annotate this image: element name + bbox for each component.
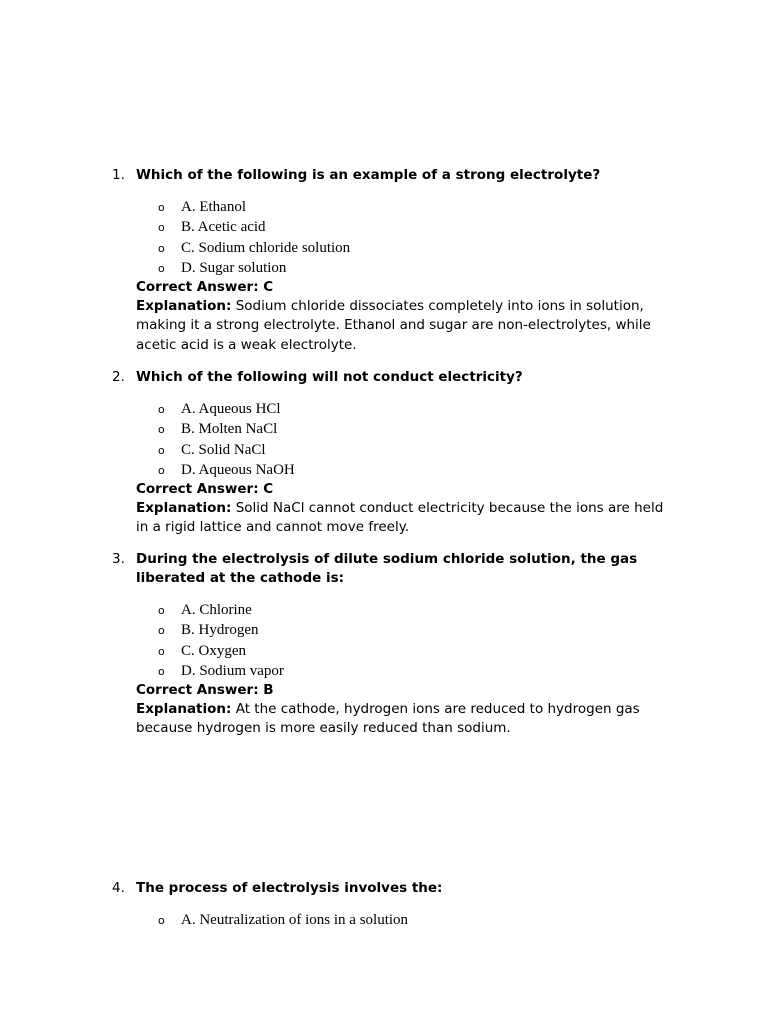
- question-2: [0, 368, 768, 538]
- question-number: 1.: [112, 167, 125, 183]
- option-item: [0, 419, 768, 439]
- explanation: [0, 297, 676, 355]
- option-text: B. Hydrogen: [181, 622, 259, 639]
- option-item: [0, 641, 768, 661]
- bullet-icon: o: [158, 221, 165, 235]
- option-text: C. Solid NaCl: [181, 441, 266, 458]
- bullet-icon: o: [158, 644, 165, 658]
- option-item: [0, 197, 768, 217]
- bullet-icon: o: [158, 423, 165, 437]
- question-number: 4.: [112, 880, 125, 896]
- option-item: [0, 217, 768, 237]
- option-item: [0, 258, 768, 278]
- option-list: [0, 600, 768, 681]
- question-1: [0, 166, 768, 355]
- bullet-icon: o: [158, 403, 165, 416]
- explanation-text: Solid NaCl cannot conduct electricity because the ions are held in a rigid lattice and cannot move freely.: [136, 500, 664, 536]
- question-4: [0, 879, 768, 930]
- option-list: [0, 197, 768, 278]
- option-item: [0, 910, 768, 930]
- question-stem: [0, 368, 676, 387]
- question-stem: [0, 550, 676, 588]
- explanation-label: Explanation:: [136, 298, 232, 315]
- explanation-label: Explanation:: [136, 701, 232, 718]
- bullet-icon: o: [158, 624, 165, 638]
- option-item: [0, 460, 768, 480]
- bullet-icon: o: [158, 443, 165, 457]
- question-text: Which of the following is an example of a strong electrolyte?: [136, 167, 601, 183]
- question-number: 3.: [112, 551, 125, 567]
- bullet-icon: o: [158, 664, 165, 678]
- explanation-text: At the cathode, hydrogen ions are reduced to hydrogen gas because hydrogen is more easily reduced than sodium.: [136, 701, 640, 737]
- option-text: C. Oxygen: [181, 642, 246, 659]
- correct-answer: Correct Answer: C: [136, 279, 274, 296]
- option-item: [0, 620, 768, 640]
- question-3: [0, 550, 768, 739]
- correct-answer: Correct Answer: C: [136, 481, 274, 498]
- question-stem: [0, 166, 676, 185]
- option-text: D. Sugar solution: [181, 259, 287, 276]
- option-list: [0, 399, 768, 480]
- bullet-icon: o: [158, 604, 165, 617]
- option-text: C. Sodium chloride solution: [181, 239, 351, 256]
- question-stem: [0, 879, 676, 898]
- option-text: A. Neutralization of ions in a solution: [181, 912, 409, 928]
- option-item: [0, 440, 768, 460]
- option-item: [0, 238, 768, 258]
- option-text: B. Molten NaCl: [181, 421, 278, 438]
- explanation: [0, 700, 676, 739]
- option-item: [0, 399, 768, 419]
- bullet-icon: o: [158, 463, 165, 477]
- option-text: A. Aqueous HCl: [181, 401, 281, 417]
- option-text: D. Sodium vapor: [181, 662, 284, 679]
- explanation-text: Sodium chloride dissociates completely into ions in solution, making it a strong electrolyte. Ethanol and sugar are non-electrolytes, while acetic acid is a weak electrolyte.: [136, 298, 651, 353]
- option-list: [0, 910, 768, 930]
- question-text: Which of the following will not conduct electricity?: [136, 369, 523, 385]
- explanation-label: Explanation:: [136, 500, 232, 517]
- question-text: The process of electrolysis involves the:: [136, 880, 443, 896]
- bullet-icon: o: [158, 201, 165, 214]
- option-text: A. Chlorine: [181, 602, 252, 618]
- bullet-icon: o: [158, 241, 165, 255]
- option-text: A. Ethanol: [181, 199, 246, 215]
- option-text: D. Aqueous NaOH: [181, 461, 295, 478]
- option-text: B. Acetic acid: [181, 219, 266, 236]
- correct-answer: Correct Answer: B: [136, 682, 274, 699]
- explanation: [0, 499, 676, 538]
- bullet-icon: o: [158, 261, 165, 275]
- question-number: 2.: [112, 369, 125, 385]
- option-item: [0, 661, 768, 681]
- bullet-icon: o: [158, 914, 165, 927]
- option-item: [0, 600, 768, 620]
- question-text: During the electrolysis of dilute sodium chloride solution, the gas liberated at the cathode is:: [136, 551, 638, 586]
